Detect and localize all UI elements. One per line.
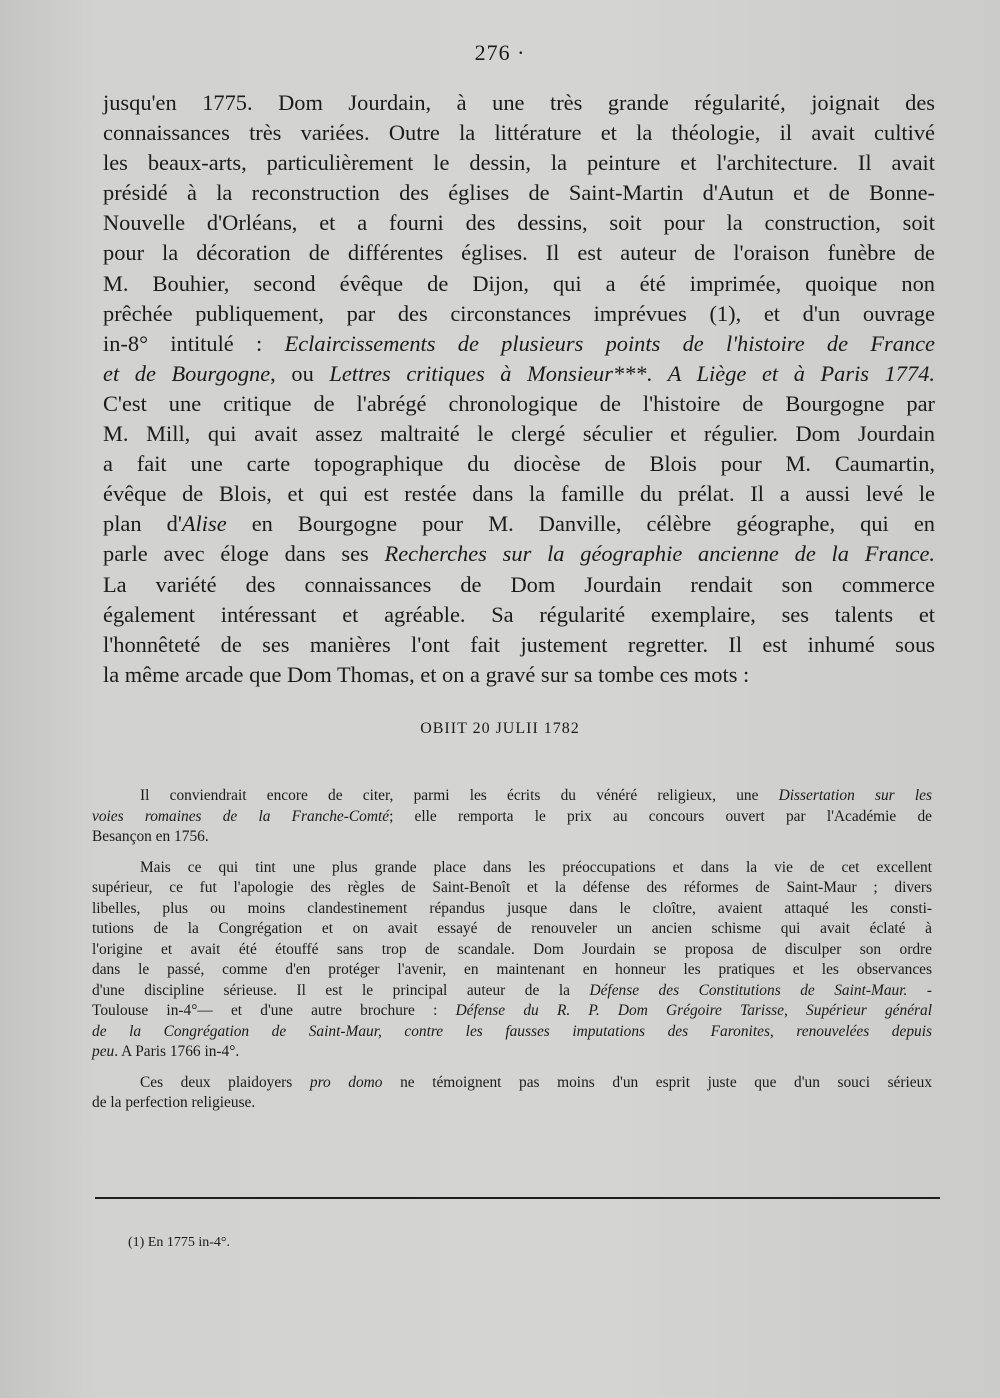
- text-line: [103, 660, 935, 690]
- note-line: [92, 1022, 932, 1043]
- note-line: [92, 1001, 932, 1022]
- page-number: 276 ·: [474, 40, 526, 65]
- note-line: [92, 919, 932, 940]
- text-line: [103, 178, 935, 208]
- text-run: ne témoignent pas moins d'un esprit juste que d'un souci sérieux: [382, 1073, 933, 1091]
- note-line: [92, 940, 932, 961]
- text-run: connaissances très variées. Outre la littérature et la théologie, il avait cultivé: [103, 120, 935, 146]
- italic-text: Dissertation sur les: [778, 787, 932, 804]
- italic-text: et de Bourgogne: [103, 360, 271, 386]
- text-line: [103, 479, 935, 509]
- text-run: Mais ce qui tint une plus grande place dans les préoccupations et dans la vie de cet excellent: [140, 858, 932, 876]
- text-line: [103, 509, 935, 539]
- italic-text: de la Congrégation de Saint-Maur, contre les fausses imputations des Faronites, renouvelées depuis: [92, 1022, 932, 1040]
- text-run: l'honnêteté de ses manières l'ont fait justement regretter. Il est inhumé sous: [103, 631, 935, 657]
- text-run: prêchée publiquement, par des circonstances imprévues (1), et d'un ouvrage: [103, 300, 935, 326]
- text-run: jusqu'en 1775. Dom Jourdain, à une très grande régularité, joignait des: [103, 90, 935, 115]
- note-line: [92, 1093, 932, 1114]
- text-run: dans le passé, comme d'en protéger l'avenir, en maintenant en honneur les pratiques et les observances: [92, 961, 932, 978]
- text-run: Besançon en 1756.: [92, 828, 209, 845]
- note-paragraph: [92, 1073, 932, 1114]
- text-run: pour la décoration de différentes églises. Il est auteur de l'oraison funèbre de: [103, 240, 935, 266]
- note-line: [92, 878, 932, 899]
- note-line: [92, 1073, 932, 1094]
- note-line: [92, 899, 932, 920]
- text-run: évêque de Blois, et qui est restée dans la famille du prélat. Il a aussi levé le: [103, 481, 935, 507]
- main-text: [103, 88, 935, 690]
- text-line: [103, 630, 935, 660]
- text-run: tutions de la Congrégation et on avait essayé de renouveler un ancien schisme qui avait éclaté à: [92, 920, 932, 937]
- text-run: d'une discipline sérieuse. Il est le principal auteur de la: [92, 981, 590, 999]
- text-line: [103, 389, 935, 419]
- text-run: la même arcade que Dom Thomas, et on a gravé sur sa tombe ces mots :: [103, 661, 750, 687]
- text-run: plan d': [103, 511, 182, 537]
- text-run: -: [907, 981, 932, 999]
- italic-text: A Liège et à Paris 1774.: [667, 360, 935, 386]
- text-run: également intéressant et agréable. Sa régularité exemplaire, ses talents et: [103, 601, 935, 627]
- text-run: en Bourgogne pour M. Danville, célèbre géographe, qui en: [226, 511, 935, 537]
- text-line: [103, 118, 935, 148]
- note-line: [92, 827, 932, 848]
- note-line: [92, 960, 932, 981]
- italic-text: Recherches sur la géographie ancienne de la France.: [384, 541, 935, 567]
- text-run: M. Bouhier, second évêque de Dijon, qui a été imprimée, quoique non: [103, 270, 935, 296]
- text-line: [103, 570, 935, 600]
- notes-section: [92, 786, 932, 1124]
- italic-text: Alise: [181, 511, 227, 537]
- note-line: [92, 981, 932, 1002]
- text-line: [103, 419, 935, 449]
- text-run: supérieur, ce fut l'apologie des règles de Saint-Benoît et la défense des réformes de Saint-Maur ; divers: [92, 879, 932, 896]
- text-run: La variété des connaissances de Dom Jourdain rendait son commerce: [103, 571, 935, 597]
- text-run: in-8° intitulé :: [103, 330, 285, 356]
- text-line: [103, 88, 935, 118]
- italic-text: Eclaircissements de plusieurs points de l'histoire de France: [284, 330, 935, 356]
- italic-text: Lettres critiques à Monsieur***: [329, 360, 647, 386]
- note-line: [92, 1042, 932, 1063]
- note-paragraph: [92, 858, 932, 1063]
- footnote-rule: [95, 1197, 940, 1199]
- text-run: .: [646, 360, 668, 386]
- italic-text: pro domo: [309, 1073, 383, 1091]
- text-run: M. Mill, qui avait assez maltraité le clergé séculier et régulier. Dom Jourdain: [103, 421, 935, 447]
- text-run: , ou: [270, 360, 330, 386]
- text-run: libelles, plus ou moins clandestinement répandus jusque dans le cloître, avaient attaqué les consti-: [92, 899, 932, 917]
- italic-text: Défense du R. P. Dom Grégoire Tarisse, Supérieur général: [455, 1002, 932, 1019]
- text-line: [103, 329, 935, 359]
- text-run: Toulouse in-4°— et d'une autre brochure :: [92, 1002, 456, 1019]
- text-run: a fait une carte topographique du diocèse de Blois pour M. Caumartin,: [103, 451, 935, 477]
- text-run: Nouvelle d'Orléans, et a fourni des dessins, soit pour la construction, soit: [103, 210, 935, 236]
- text-line: [103, 148, 935, 178]
- footnote: (1) En 1775 in-4°.: [128, 1235, 231, 1250]
- note-paragraph: [92, 786, 932, 848]
- text-run: Ces deux plaidoyers: [140, 1073, 310, 1091]
- inscription: OBIIT 20 JULII 1782: [420, 720, 580, 737]
- text-line: [103, 238, 935, 268]
- text-run: parle avec éloge dans ses: [103, 541, 385, 567]
- text-line: [103, 359, 935, 389]
- note-line: [92, 807, 932, 828]
- text-line: [103, 600, 935, 630]
- italic-text: peu: [92, 1043, 115, 1060]
- text-line: [103, 208, 935, 238]
- italic-text: voies romaines de la Franche-Comté: [92, 807, 390, 825]
- text-line: [103, 269, 935, 299]
- note-line: [92, 858, 932, 879]
- italic-text: Défense des Constitutions de Saint-Maur.: [589, 981, 908, 999]
- text-run: . A Paris 1766 in-4°.: [114, 1043, 240, 1060]
- text-run: ; elle remporta le prix au concours ouvert par l'Académie de: [389, 807, 932, 825]
- text-run: de la perfection religieuse.: [92, 1094, 256, 1111]
- text-line: [103, 299, 935, 329]
- text-run: C'est une critique de l'abrégé chronologique de l'histoire de Bourgogne par: [103, 390, 935, 416]
- text-line: [103, 449, 935, 479]
- text-run: l'origine et avait été étouffé sans trop de scandale. Dom Jourdain se proposa de disculper son ordre: [92, 940, 932, 958]
- text-run: Il conviendrait encore de citer, parmi les écrits du vénéré religieux, une: [140, 787, 779, 804]
- text-run: présidé à la reconstruction des églises de Saint-Martin d'Autun et de Bonne-: [103, 180, 935, 206]
- note-line: [92, 786, 932, 807]
- text-line: [103, 539, 935, 569]
- text-run: les beaux-arts, particulièrement le dessin, la peinture et l'architecture. Il avait: [103, 150, 935, 176]
